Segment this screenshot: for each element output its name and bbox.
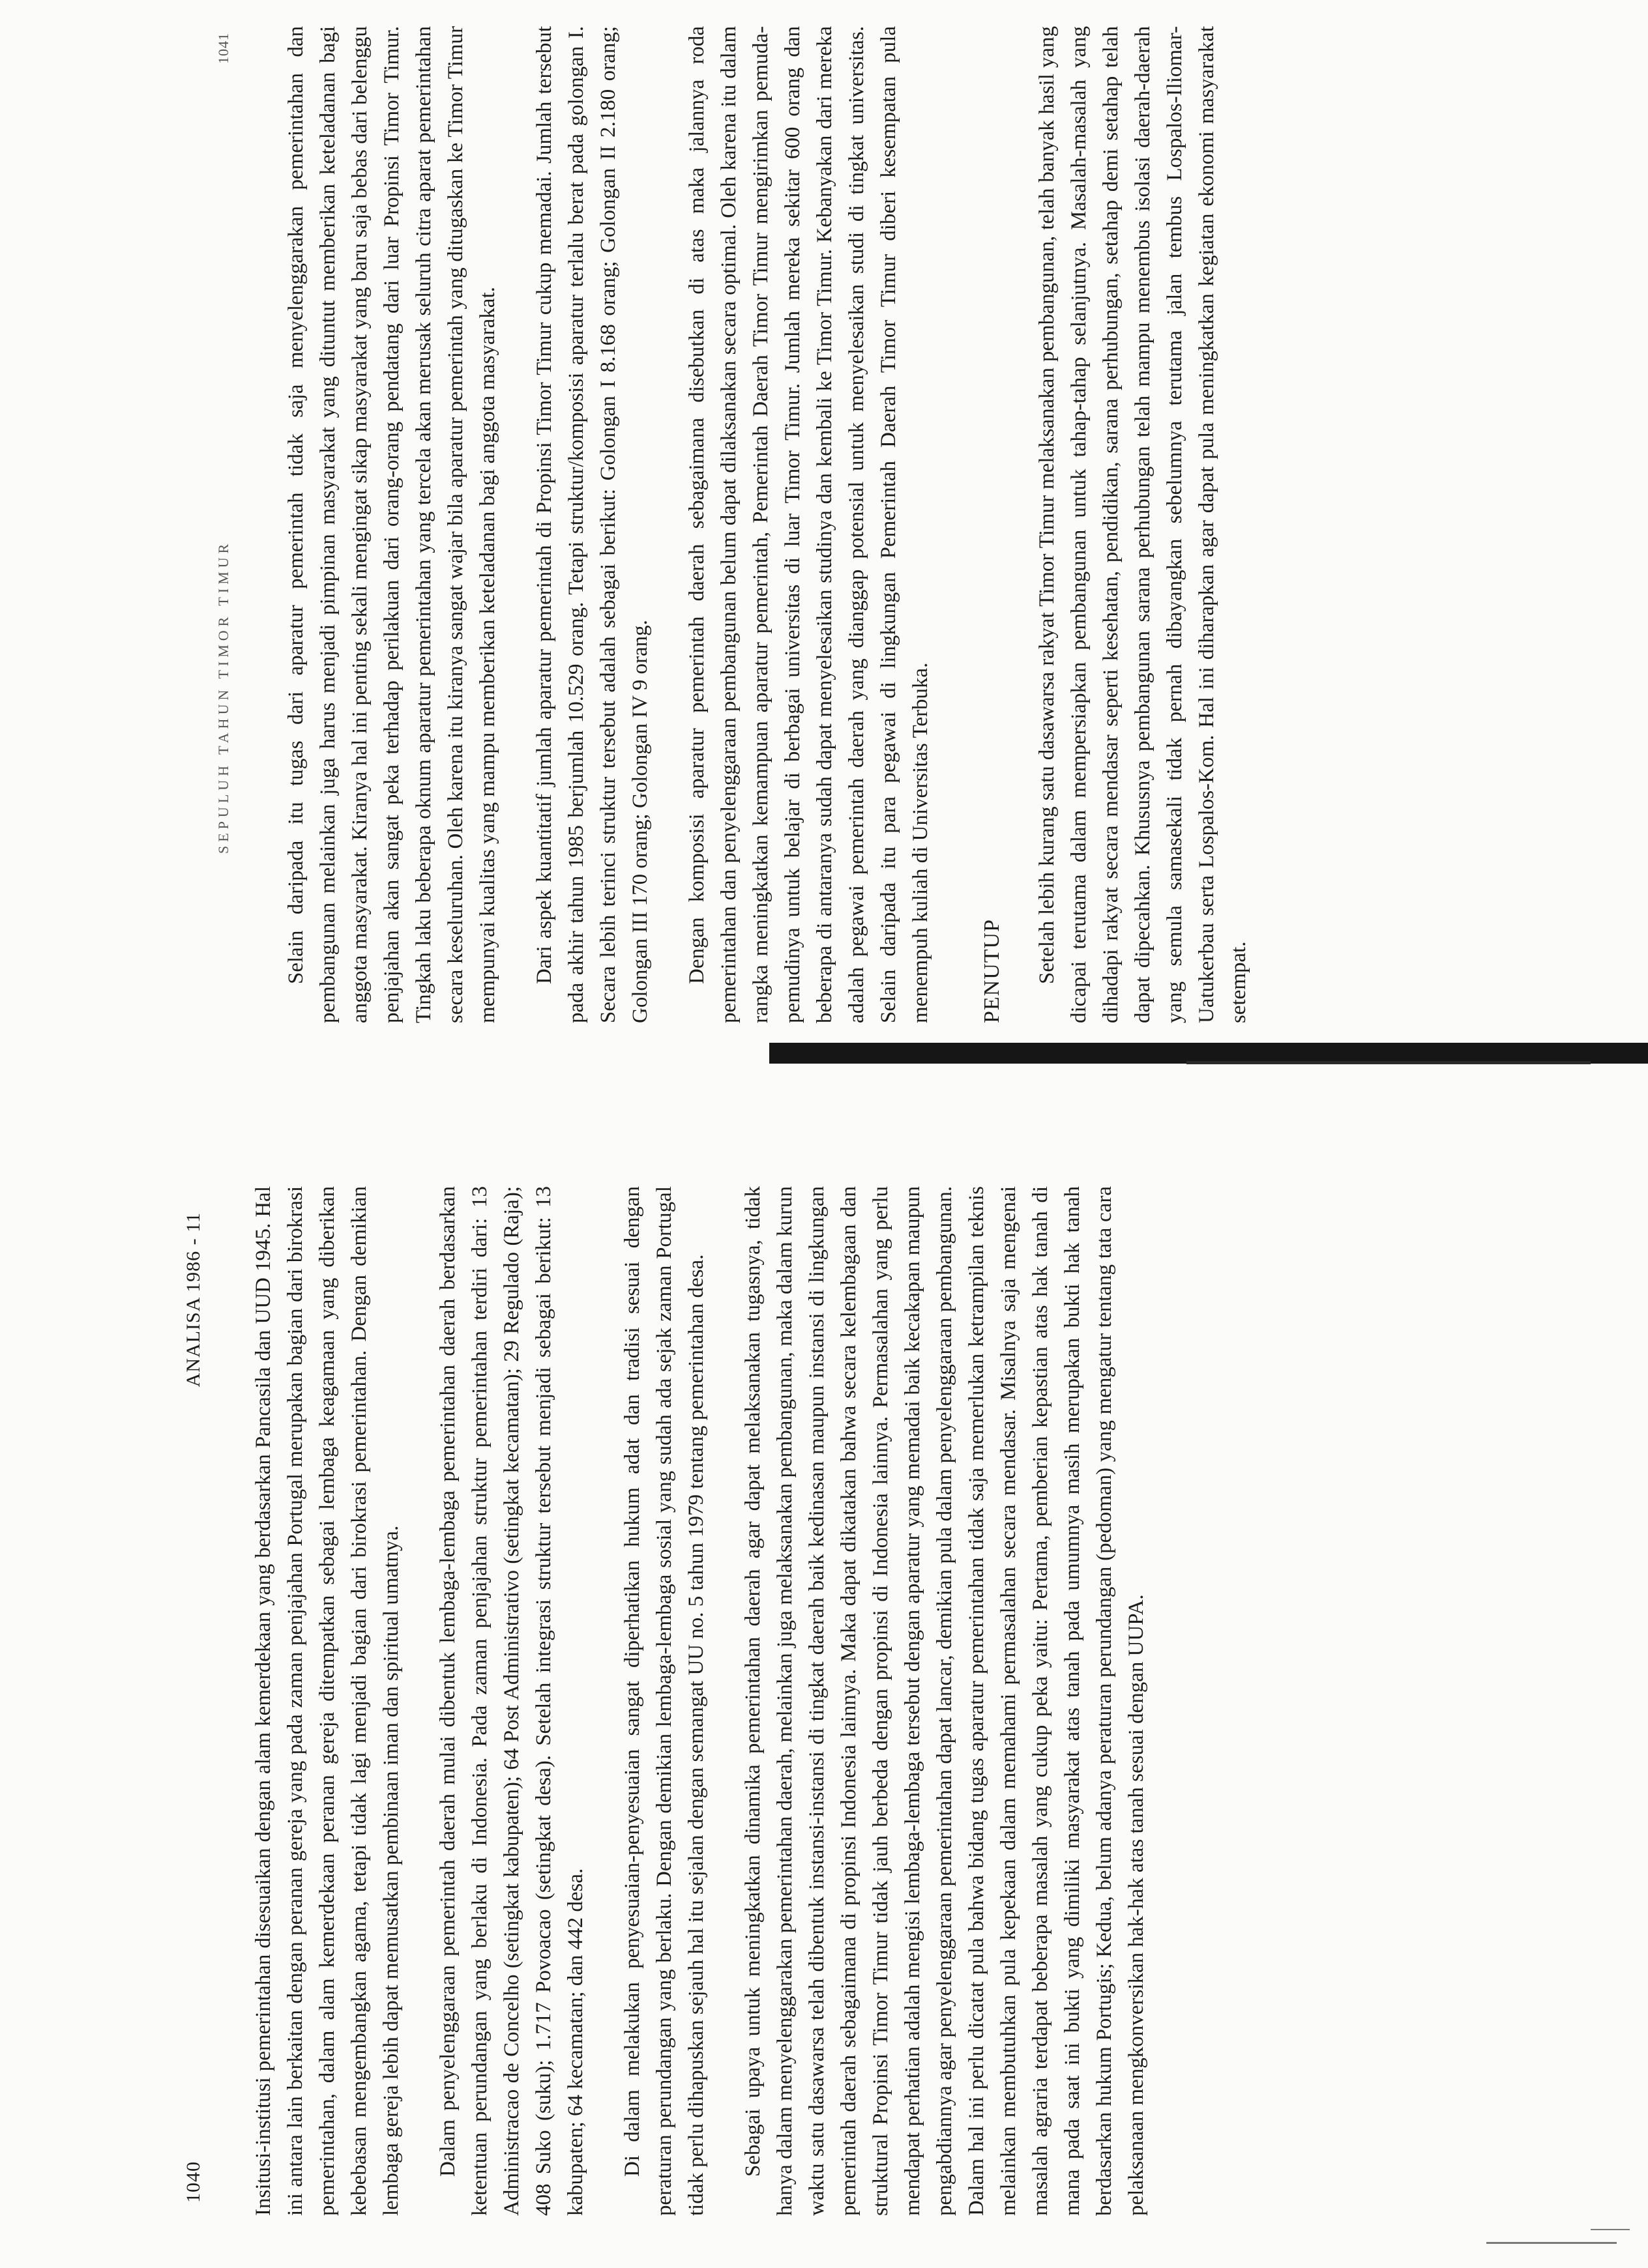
paragraph: Insitusi-institusi pemerintahan disesuaikan dengan alam kemerdekaan yang berdasarkan Pancasila dan UUD 1945. Hal ini antara lain berkaitan dengan peranan gereja yang pada zaman penjajahan Portugal merupakan bagian dari birokrasi pemerintahan, dalam alam kemerdekaan peranan gereja ditempatkan sebagai lembaga keagamaan yang diberikan kebebasan mengembangkan agama, tetapi tidak lagi menjadi bagian dari birokrasi pemerintahan. Dengan demikian lembaga gereja lebih dapat memusatkan pembinaan iman dan spiritual umatnya. xyxy=(252,1186,403,2216)
scan-artifact xyxy=(1591,2229,1630,2230)
paragraph: Di dalam melakukan penyesuaian-penyesuaian sangat diperhatikan hukum adat dan tradisi sesuai dengan peraturan perundangan yang berlaku. Dengan demikian lembaga-lembaga sosial yang sudah ada sejak zaman Portugal tidak perlu dihapuskan sejauh hal itu sejalan dengan semangat UU no. 5 tahun 1979 tentang pemerintahan desa. xyxy=(621,1186,708,2216)
running-head: ANALISA 1986 - 11 xyxy=(183,1212,204,1388)
gutter-shadow xyxy=(1186,1061,1591,1064)
section-heading: PENUTUP xyxy=(980,918,1004,1023)
right-page-body xyxy=(280,26,1623,1023)
paragraph: Dengan komposisi aparatur pemerintah daerah sebagaimana disebutkan di atas maka jalannya roda pemerintahan dan penyelenggaraan pembangunan belum dapat dilaksanakan secara optimal. Oleh karena itu dalam rangka meningkatkan kemampuan aparatur pemerintah, Pemerintah Daerah Timor Timur mengirimkan pemuda-pemudinya untuk belajar di berbagai universitas di luar Timor Timur. Jumlah mereka sekitar 600 orang dan beberapa di antaranya sudah dapat menyelesaikan studinya dan kembali ke Timor Timur. Kebanyakan dari mereka adalah pegawai pemerintah daerah yang dianggap potensial untuk menyelesaikan studi di tingkat universitas. Selain daripada itu para pegawai di lingkungan Pemerintah Daerah Timor Timur diberi kesempatan pula menempuh kuliah di Universitas Terbuka. xyxy=(685,26,932,1023)
page-number: 1040 xyxy=(183,2161,204,2203)
right-page xyxy=(215,26,1623,1023)
left-page-body xyxy=(248,1186,1648,2216)
page-number: 1041 xyxy=(215,33,231,64)
right-page-header xyxy=(215,26,261,1023)
running-head: SEPULUH TAHUN TIMOR TIMUR xyxy=(215,540,231,854)
paragraph: Selain daripada itu tugas dari aparatur pemerintah tidak saja menyelenggarakan pemerintahan dan pembangunan melainkan juga harus menjadi pimpinan masyarakat yang dituntut memberikan keteladanan bagi anggota masyarakat. Kiranya hal ini penting sekali mengingat sikap masyarakat yang baru saja bebas dari belenggu penjajahan akan sangat peka terhadap perilakuan dari orang-orang pendatang dari luar Propinsi Timor Timur. Tingkah laku beberapa oknum aparatur pemerintahan yang tercela akan merusak seluruh citra aparat pemerintahan secara keseluruhan. Oleh karena itu kiranya sangat wajar bila aparatur pemerintah yang ditugaskan ke Timor Timur mempunyai kualitas yang mampu memberikan keteladanan bagi anggota masyarakat. xyxy=(284,26,499,1023)
left-page-header xyxy=(183,1186,228,2216)
paragraph: Dalam penyelenggaraan pemerintah daerah mulai dibentuk lembaga-lembaga pemerintahan daerah berdasarkan ketentuan perundangan yang berlaku di Indonesia. Pada zaman penjajahan struktur pemerintahan terdiri dari: 13 Administracao de Concelho (setingkat kabupaten); 64 Post Administrativo (setingkat kecamatan); 29 Regulado (Raja); 408 Suko (suku); 1.717 Povoacao (setingkat desa). Setelah integrasi struktur tersebut menjadi sebagai berikut: 13 kabupaten; 64 kecamatan; dan 442 desa. xyxy=(436,1186,587,2216)
paragraph: Sebagai upaya untuk meningkatkan dinamika pemerintahan daerah agar dapat melaksanakan tugasnya, tidak hanya dalam menyelenggarakan pemerintahan daerah, melainkan juga melaksanakan pembangunan, maka dalam kurun waktu satu dasawarsa telah dibentuk instansi-instansi di tingkat daerah baik kedinasan maupun instansi di lingkungan pemerintah daerah sebagaimana di propinsi Indonesia lainnya. Maka dapat dikatakan bahwa secara kelembagaan dan struktural Propinsi Timor Timur tidak jauh berbeda dengan propinsi di Indonesia lainnya. Permasalahan yang perlu mendapat perhatian adalah mengisi lembaga-lembaga tersebut dengan aparatur yang memadai baik kecakapan maupun pengabdiannya agar penyelenggaraan pemerintahan dapat lancar, demikian pula dalam penyelenggaraan pembangunan. Dalam hal ini perlu dicatat pula bahwa bidang tugas aparatur pemerintahan tidak saja memerlukan ketrampilan teknis melainkan membutuhkan pula kepekaan dalam memahami permasalahan secara mendasar. Misalnya saja mengenai masalah agraria terdapat beberapa masalah yang cukup peka yaitu: Pertama, pemberian kepastian atas hak tanah di mana pada saat ini bukti yang dimiliki masyarakat atas tanah pada umumnya masih merupakan bukti hak tanah berdasarkan hukum Portugis; Kedua, belum adanya peraturan perundangan (pedoman) yang mengatur tentang tata cara pelaksanaan mengkonversikan hak-hak atas tanah sesuai dengan UUPA. xyxy=(741,1186,1148,2216)
scan-artifact xyxy=(1486,2242,1617,2244)
paragraph: Dari aspek kuantitatif jumlah aparatur pemerintah di Propinsi Timor Timur cukup memadai. Jumlah tersebut pada akhir tahun 1985 berjumlah 10.529 orang. Tetapi struktur/komposisi aparatur terlalu berat pada golongan I. Secara lebih terinci struktur tersebut adalah sebagai berikut: Golongan I 8.168 orang; Golongan II 2.180 orang; Golongan III 170 orang; Golongan IV 9 orang. xyxy=(533,26,652,1023)
paragraph: Setelah lebih kurang satu dasawarsa rakyat Timor Timur melaksanakan pembangunan, telah banyak hasil yang dicapai terutama dalam mempersiapkan pembangunan untuk tahap-tahap selanjutnya. Masalah-masalah yang dihadapi rakyat secara mendasar seperti kesehatan, pendidikan, sarana perhubungan, setahap demi setahap telah dapat dipecahkan. Khususnya pembangunan sarana perhubungan telah mampu menembus isolasi daerah-daerah yang semula samasekali tidak pernah dibayangkan sebelumnya terutama jalan tembus Lospalos-Iliomar-Uatukerbau serta Lospalos-Kom. Hal ini diharapkan agar dapat pula meningkatkan kegiatan ekonomi masyarakat setempat. xyxy=(1035,26,1250,1023)
left-page xyxy=(183,1186,1648,2216)
